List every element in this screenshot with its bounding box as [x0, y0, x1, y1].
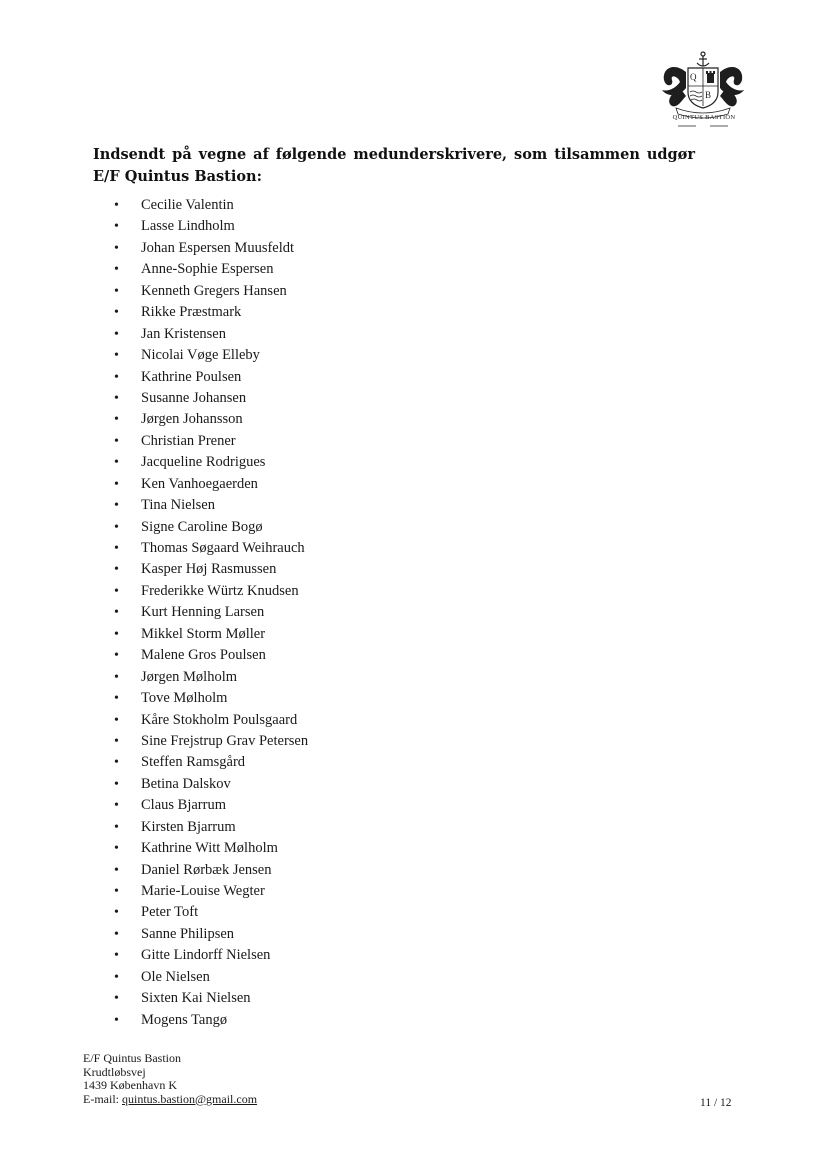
list-item: • Rikke Præstmark [110, 302, 510, 323]
footer-street: Krudtløbsvej [83, 1064, 146, 1079]
list-item: • Kirsten Bjarrum [110, 817, 510, 838]
footer-email-line [83, 1093, 257, 1107]
list-item: • Susanne Johansen [110, 388, 510, 409]
list-item: • Johan Espersen Muusfeldt [110, 238, 510, 259]
list-item: • Tina Nielsen [110, 495, 510, 516]
list-item: • Betina Dalskov [110, 774, 510, 795]
list-item: • Peter Toft [110, 902, 510, 923]
list-item: • Thomas Søgaard Weihrauch [110, 538, 510, 559]
intro-text: Indsendt på vegne af følgende medunderskrivere, som tilsammen udgør E/F Quintus Bastion: [93, 146, 695, 185]
list-item: • Cecilie Valentin [110, 195, 510, 216]
list-item: • Sanne Philipsen [110, 924, 510, 945]
list-item: • Mikkel Storm Møller [110, 624, 510, 645]
list-item: • Nicolai Vøge Elleby [110, 345, 510, 366]
list-item: • Steffen Ramsgård [110, 752, 510, 773]
list-item: • Kurt Henning Larsen [110, 602, 510, 623]
list-item: • Sine Frejstrup Grav Petersen [110, 731, 510, 752]
list-item: • Jørgen Johansson [110, 409, 510, 430]
list-item: • Kasper Høj Rasmussen [110, 559, 510, 580]
logo-monogram-q: Q [690, 72, 697, 82]
list-item: • Kathrine Witt Mølholm [110, 838, 510, 859]
signer-list [110, 195, 510, 1031]
footer-email-label: E-mail: [83, 1091, 119, 1106]
list-item: • Signe Caroline Bogø [110, 517, 510, 538]
list-item: • Jan Kristensen [110, 324, 510, 345]
list-item: • Ken Vanhoegaerden [110, 474, 510, 495]
list-item: • Marie-Louise Wegter [110, 881, 510, 902]
list-item: • Daniel Rørbæk Jensen [110, 860, 510, 881]
list-item: • Jacqueline Rodrigues [110, 452, 510, 473]
list-item: • Sixten Kai Nielsen [110, 988, 510, 1009]
list-item: • Claus Bjarrum [110, 795, 510, 816]
list-item: • Anne-Sophie Espersen [110, 259, 510, 280]
list-item: • Kåre Stokholm Poulsgaard [110, 710, 510, 731]
list-item: • Frederikke Würtz Knudsen [110, 581, 510, 602]
list-item: • Gitte Lindorff Nielsen [110, 945, 510, 966]
footer-city: 1439 København K [83, 1078, 177, 1092]
list-item: • Lasse Lindholm [110, 216, 510, 237]
list-item: • Jørgen Mølholm [110, 667, 510, 688]
list-item: • Tove Mølholm [110, 688, 510, 709]
footer-email-link[interactable]: quintus.bastion@gmail.com [122, 1091, 258, 1106]
list-item: • Kenneth Gregers Hansen [110, 281, 510, 302]
list-item: • Kathrine Poulsen [110, 367, 510, 388]
footer-address [83, 1052, 257, 1106]
list-item: • Mogens Tangø [110, 1010, 510, 1031]
logo-caption: QUINTUS BASTION [672, 114, 736, 121]
list-item: • Malene Gros Poulsen [110, 645, 510, 666]
page-number: 11 / 12 [700, 1097, 732, 1109]
footer-name: E/F Quintus Bastion [83, 1051, 182, 1065]
list-item: • Christian Prener [110, 431, 510, 452]
list-item: • Ole Nielsen [110, 967, 510, 988]
logo-monogram-b: B [705, 90, 712, 100]
